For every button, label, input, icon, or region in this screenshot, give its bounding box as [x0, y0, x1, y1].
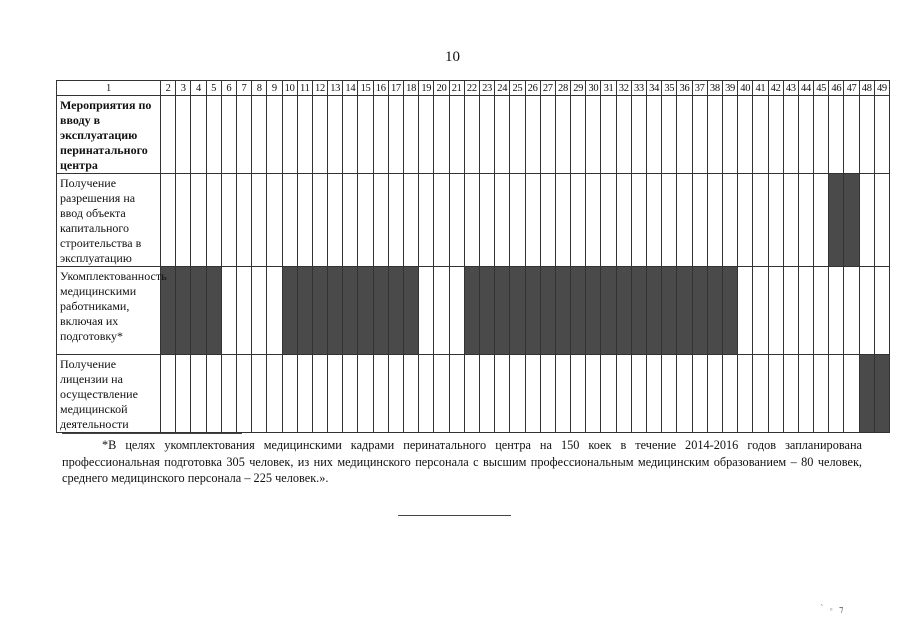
gantt-cell — [692, 355, 707, 433]
gantt-bar-cell — [647, 267, 662, 355]
gantt-cell — [798, 267, 813, 355]
gantt-cell — [616, 174, 631, 267]
gantt-cell — [404, 96, 419, 174]
gantt-cell — [874, 96, 889, 174]
gantt-cell — [434, 174, 449, 267]
gantt-cell — [464, 96, 479, 174]
gantt-cell — [829, 96, 844, 174]
column-header: 5 — [206, 81, 221, 96]
gantt-cell — [328, 355, 343, 433]
gantt-cell — [677, 174, 692, 267]
column-header: 13 — [328, 81, 343, 96]
gantt-cell — [176, 174, 191, 267]
column-header: 38 — [707, 81, 722, 96]
gantt-cell — [404, 355, 419, 433]
table-row — [57, 355, 890, 433]
column-header: 25 — [510, 81, 525, 96]
gantt-cell — [555, 96, 570, 174]
column-header: 43 — [783, 81, 798, 96]
gantt-bar-cell — [479, 267, 494, 355]
gantt-cell — [191, 96, 206, 174]
gantt-cell — [419, 267, 434, 355]
column-header: 12 — [312, 81, 327, 96]
gantt-cell — [358, 355, 373, 433]
gantt-cell — [768, 174, 783, 267]
gantt-cell — [479, 355, 494, 433]
gantt-bar-cell — [373, 267, 388, 355]
gantt-cell — [798, 96, 813, 174]
gantt-cell — [783, 174, 798, 267]
column-header: 22 — [464, 81, 479, 96]
gantt-bar-cell — [571, 267, 586, 355]
gantt-cell — [540, 96, 555, 174]
gantt-cell — [571, 355, 586, 433]
gantt-cell — [343, 174, 358, 267]
gantt-cell — [586, 96, 601, 174]
gantt-cell — [479, 96, 494, 174]
column-header: 35 — [662, 81, 677, 96]
gantt-cell — [495, 174, 510, 267]
gantt-cell — [434, 96, 449, 174]
gantt-cell — [221, 96, 236, 174]
gantt-cell — [616, 355, 631, 433]
column-header: 34 — [647, 81, 662, 96]
column-header: 49 — [874, 81, 889, 96]
gantt-bar-cell — [829, 174, 844, 267]
gantt-cell — [252, 355, 267, 433]
column-header: 45 — [814, 81, 829, 96]
gantt-cell — [540, 174, 555, 267]
gantt-cell — [510, 174, 525, 267]
gantt-bar-cell — [540, 267, 555, 355]
gantt-bar-cell — [328, 267, 343, 355]
gantt-cell — [571, 174, 586, 267]
gantt-cell — [814, 267, 829, 355]
scan-mark: ՝ ◦ ⁊ — [820, 604, 846, 614]
gantt-cell — [510, 96, 525, 174]
row-label: Получение разрешения на ввод объекта капитального строительства в эксплуатацию — [57, 174, 161, 267]
gantt-bar-cell — [191, 267, 206, 355]
gantt-cell — [252, 267, 267, 355]
gantt-cell — [616, 96, 631, 174]
gantt-cell — [814, 355, 829, 433]
gantt-cell — [738, 96, 753, 174]
gantt-cell — [373, 355, 388, 433]
column-header: 20 — [434, 81, 449, 96]
gantt-cell — [373, 174, 388, 267]
gantt-cell — [647, 174, 662, 267]
gantt-cell — [859, 267, 874, 355]
column-header: 37 — [692, 81, 707, 96]
gantt-cell — [692, 174, 707, 267]
column-header: 16 — [373, 81, 388, 96]
gantt-cell — [312, 174, 327, 267]
gantt-cell — [419, 96, 434, 174]
gantt-cell — [798, 355, 813, 433]
gantt-cell — [343, 96, 358, 174]
gantt-cell — [753, 174, 768, 267]
gantt-cell — [859, 174, 874, 267]
gantt-table — [56, 80, 890, 433]
gantt-cell — [814, 96, 829, 174]
gantt-bar-cell — [874, 355, 889, 433]
gantt-cell — [601, 355, 616, 433]
gantt-cell — [707, 96, 722, 174]
gantt-bar-cell — [312, 267, 327, 355]
gantt-cell — [297, 174, 312, 267]
column-header: 17 — [388, 81, 403, 96]
gantt-bar-cell — [707, 267, 722, 355]
gantt-cell — [236, 174, 251, 267]
gantt-cell — [221, 267, 236, 355]
gantt-cell — [874, 174, 889, 267]
gantt-cell — [738, 355, 753, 433]
column-header: 23 — [479, 81, 494, 96]
table-row — [57, 174, 890, 267]
column-header: 40 — [738, 81, 753, 96]
gantt-cell — [449, 174, 464, 267]
gantt-cell — [221, 174, 236, 267]
gantt-cell — [161, 174, 176, 267]
footnote-text: *В целях укомплектования медицинскими кадрами перинатального центра на 150 коек в течение 2014-2016 годов запланирована профессиональная подготовка 305 человек, из них медицинского персонала с высшим профессиональным медицинским образованием – 80 человек, среднего медицинского персонала – 225 человек.». — [62, 438, 862, 485]
column-header: 41 — [753, 81, 768, 96]
gantt-cell — [267, 267, 282, 355]
gantt-bar-cell — [510, 267, 525, 355]
gantt-cell — [252, 174, 267, 267]
column-header: 8 — [252, 81, 267, 96]
column-header: 7 — [236, 81, 251, 96]
gantt-cell — [814, 174, 829, 267]
gantt-cell — [874, 267, 889, 355]
gantt-cell — [738, 174, 753, 267]
gantt-cell — [434, 355, 449, 433]
gantt-bar-cell — [677, 267, 692, 355]
gantt-cell — [464, 174, 479, 267]
gantt-cell — [328, 174, 343, 267]
gantt-cell — [449, 355, 464, 433]
gantt-cell — [677, 96, 692, 174]
gantt-cell — [206, 174, 221, 267]
column-header: 31 — [601, 81, 616, 96]
gantt-cell — [647, 96, 662, 174]
gantt-cell — [662, 96, 677, 174]
gantt-cell — [328, 96, 343, 174]
gantt-cell — [722, 355, 737, 433]
gantt-bar-cell — [297, 267, 312, 355]
gantt-cell — [236, 267, 251, 355]
gantt-cell — [161, 355, 176, 433]
column-header: 3 — [176, 81, 191, 96]
gantt-cell — [282, 96, 297, 174]
gantt-bar-cell — [844, 174, 859, 267]
gantt-cell — [267, 355, 282, 433]
gantt-cell — [495, 355, 510, 433]
gantt-cell — [343, 355, 358, 433]
gantt-cell — [236, 96, 251, 174]
footnote-divider — [62, 433, 242, 434]
column-header: 30 — [586, 81, 601, 96]
gantt-cell — [540, 355, 555, 433]
gantt-cell — [859, 96, 874, 174]
gantt-cell — [464, 355, 479, 433]
gantt-cell — [373, 96, 388, 174]
gantt-bar-cell — [631, 267, 646, 355]
gantt-cell — [252, 96, 267, 174]
gantt-cell — [206, 96, 221, 174]
gantt-cell — [510, 355, 525, 433]
column-header: 32 — [616, 81, 631, 96]
gantt-cell — [495, 96, 510, 174]
column-header: 42 — [768, 81, 783, 96]
gantt-bar-cell — [282, 267, 297, 355]
table-row — [57, 96, 890, 174]
row-label: Мероприятия по вводу в эксплуатацию перинатального центра — [57, 96, 161, 174]
gantt-cell — [479, 174, 494, 267]
row-label: Укомплектованность медицинскими работниками, включая их подготовку* — [57, 267, 161, 355]
gantt-cell — [297, 96, 312, 174]
gantt-cell — [434, 267, 449, 355]
column-header: 48 — [859, 81, 874, 96]
column-header: 26 — [525, 81, 540, 96]
gantt-cell — [358, 96, 373, 174]
gantt-cell — [768, 355, 783, 433]
column-header: 11 — [297, 81, 312, 96]
column-header: 33 — [631, 81, 646, 96]
gantt-bar-cell — [555, 267, 570, 355]
gantt-cell — [783, 267, 798, 355]
column-header: 29 — [571, 81, 586, 96]
gantt-cell — [707, 355, 722, 433]
gantt-bar-cell — [495, 267, 510, 355]
gantt-cell — [783, 96, 798, 174]
gantt-cell — [662, 355, 677, 433]
gantt-cell — [555, 174, 570, 267]
gantt-cell — [601, 96, 616, 174]
column-header: 2 — [161, 81, 176, 96]
gantt-cell — [267, 96, 282, 174]
gantt-bar-cell — [343, 267, 358, 355]
gantt-bar-cell — [206, 267, 221, 355]
gantt-cell — [662, 174, 677, 267]
gantt-cell — [768, 96, 783, 174]
column-header: 46 — [829, 81, 844, 96]
column-header: 14 — [343, 81, 358, 96]
column-header: 1 — [57, 81, 161, 96]
gantt-cell — [829, 267, 844, 355]
page-number: 10 — [445, 49, 460, 65]
gantt-cell — [297, 355, 312, 433]
gantt-cell — [358, 174, 373, 267]
gantt-cell — [191, 355, 206, 433]
column-header: 24 — [495, 81, 510, 96]
gantt-cell — [176, 96, 191, 174]
gantt-cell — [312, 355, 327, 433]
gantt-cell — [525, 96, 540, 174]
gantt-cell — [753, 267, 768, 355]
gantt-cell — [753, 355, 768, 433]
gantt-cell — [525, 174, 540, 267]
gantt-cell — [419, 174, 434, 267]
column-header: 6 — [221, 81, 236, 96]
column-header: 19 — [419, 81, 434, 96]
gantt-cell — [647, 355, 662, 433]
gantt-cell — [236, 355, 251, 433]
gantt-cell — [282, 355, 297, 433]
column-header: 36 — [677, 81, 692, 96]
gantt-bar-cell — [388, 267, 403, 355]
column-header: 10 — [282, 81, 297, 96]
gantt-bar-cell — [601, 267, 616, 355]
gantt-cell — [267, 174, 282, 267]
column-header: 27 — [540, 81, 555, 96]
gantt-cell — [282, 174, 297, 267]
gantt-cell — [738, 267, 753, 355]
gantt-cell — [844, 355, 859, 433]
gantt-bar-cell — [616, 267, 631, 355]
header-row — [57, 81, 890, 96]
gantt-cell — [161, 96, 176, 174]
gantt-cell — [388, 96, 403, 174]
column-header: 47 — [844, 81, 859, 96]
gantt-cell — [798, 174, 813, 267]
column-header: 9 — [267, 81, 282, 96]
gantt-bar-cell — [358, 267, 373, 355]
column-header: 39 — [722, 81, 737, 96]
gantt-bar-cell — [464, 267, 479, 355]
gantt-cell — [176, 355, 191, 433]
gantt-cell — [677, 355, 692, 433]
gantt-cell — [722, 96, 737, 174]
gantt-cell — [631, 174, 646, 267]
gantt-cell — [768, 267, 783, 355]
gantt-cell — [312, 96, 327, 174]
gantt-bar-cell — [586, 267, 601, 355]
column-header: 18 — [404, 81, 419, 96]
gantt-bar-cell — [404, 267, 419, 355]
column-header: 15 — [358, 81, 373, 96]
gantt-cell — [829, 355, 844, 433]
gantt-cell — [692, 96, 707, 174]
gantt-cell — [631, 96, 646, 174]
gantt-cell — [404, 174, 419, 267]
column-header: 4 — [191, 81, 206, 96]
gantt-cell — [221, 355, 236, 433]
gantt-cell — [844, 96, 859, 174]
gantt-bar-cell — [859, 355, 874, 433]
gantt-bar-cell — [662, 267, 677, 355]
gantt-cell — [555, 355, 570, 433]
gantt-cell — [783, 355, 798, 433]
gantt-cell — [722, 174, 737, 267]
gantt-bar-cell — [176, 267, 191, 355]
gantt-cell — [571, 96, 586, 174]
gantt-bar-cell — [525, 267, 540, 355]
column-header: 28 — [555, 81, 570, 96]
gantt-cell — [206, 355, 221, 433]
row-label: Получение лицензии на осуществление медицинской деятельности — [57, 355, 161, 433]
gantt-cell — [844, 267, 859, 355]
column-header: 44 — [798, 81, 813, 96]
gantt-bar-cell — [722, 267, 737, 355]
gantt-cell — [586, 174, 601, 267]
gantt-cell — [419, 355, 434, 433]
column-header: 21 — [449, 81, 464, 96]
gantt-cell — [707, 174, 722, 267]
gantt-cell — [449, 267, 464, 355]
gantt-cell — [631, 355, 646, 433]
gantt-cell — [586, 355, 601, 433]
gantt-cell — [753, 96, 768, 174]
table-row — [57, 267, 890, 355]
end-divider — [398, 515, 511, 516]
gantt-cell — [388, 355, 403, 433]
gantt-bar-cell — [692, 267, 707, 355]
gantt-cell — [191, 174, 206, 267]
gantt-cell — [525, 355, 540, 433]
gantt-cell — [388, 174, 403, 267]
gantt-cell — [449, 96, 464, 174]
gantt-cell — [601, 174, 616, 267]
